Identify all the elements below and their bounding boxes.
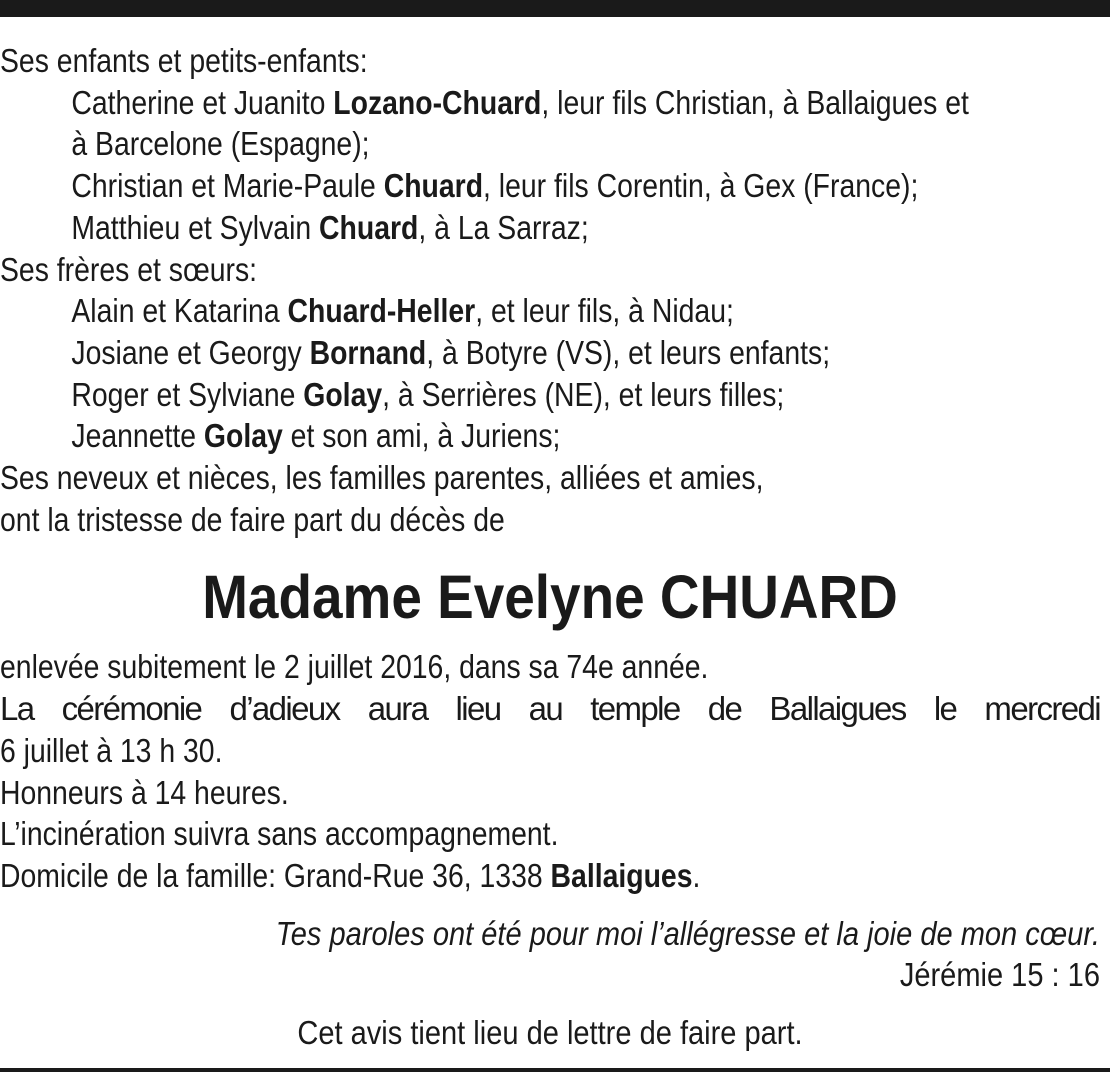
ceremony-line: 6 juillet à 13 h 30. — [0, 731, 223, 769]
child-text: Matthieu et Sylvain — [71, 208, 320, 246]
deceased-name: Madame Evelyne CHUARD — [202, 563, 898, 632]
domicile-line — [0, 855, 946, 897]
children-heading: Ses enfants et petits-enfants: — [0, 42, 368, 79]
announce-line: ont la tristesse de faire part du décès de — [0, 500, 505, 538]
family-name: Golay — [303, 375, 383, 413]
bible-verse: Tes paroles ont été pour moi l’allégresse et la joie de mon cœur. — [275, 914, 1100, 952]
child-text: Christian et Marie-Paule — [71, 167, 384, 205]
child-text: , à La Sarraz; — [418, 208, 589, 246]
ceremony-line: La cérémonie d’adieux aura lieu au temple de Ballaigues le mercredi — [0, 690, 1100, 728]
domicile-text: . — [692, 856, 701, 894]
child-text: à Barcelone (Espagne); — [71, 125, 370, 163]
child-line — [0, 82, 969, 124]
child-line — [0, 207, 946, 249]
child-text: Catherine et Juanito — [71, 83, 334, 121]
child-line — [0, 123, 946, 165]
honors-line: Honneurs à 14 heures. — [0, 773, 289, 811]
relatives-line: Ses neveux et nièces, les familles parentes, alliées et amies, — [0, 459, 764, 497]
family-name: Chuard — [319, 208, 419, 246]
child-text: , leur fils Corentin, à Gex (France); — [483, 167, 919, 205]
footer-note: Cet avis tient lieu de lettre de faire part. — [297, 1014, 803, 1052]
cremation-line: L’incinération suivra sans accompagnement. — [0, 815, 559, 853]
siblings-heading: Ses frères et sœurs: — [0, 250, 258, 288]
obituary-notice — [0, 40, 1100, 1054]
sibling-line — [0, 415, 946, 457]
sibling-line — [0, 374, 946, 416]
death-line: enlevée subitement le 2 juillet 2016, dans sa 74e année. — [0, 648, 709, 686]
family-name: Bornand — [309, 333, 427, 371]
family-name: Chuard-Heller — [287, 292, 476, 330]
sibling-line — [0, 332, 946, 374]
domicile-place: Ballaigues — [550, 856, 693, 894]
top-rule — [0, 0, 1110, 17]
sibling-text: Josiane et Georgy — [71, 333, 310, 371]
sibling-text: Roger et Sylviane — [71, 375, 304, 413]
child-line — [0, 165, 946, 207]
sibling-text: et son ami, à Juriens; — [282, 417, 561, 455]
sibling-text: , et leur fils, à Nidau; — [475, 292, 734, 330]
family-name: Golay — [203, 417, 283, 455]
verse-reference: Jérémie 15 : 16 — [899, 956, 1100, 994]
child-text: , leur fils Christian, à Ballaigues et — [541, 83, 969, 121]
family-name: Lozano-Chuard — [333, 83, 542, 121]
sibling-text: , à Serrières (NE), et leurs filles; — [382, 375, 785, 413]
domicile-text: Domicile de la famille: Grand-Rue 36, 1338 — [0, 856, 551, 894]
family-name: Chuard — [383, 167, 484, 205]
sibling-line — [0, 290, 946, 332]
bottom-rule — [0, 1068, 1110, 1072]
sibling-text: Jeannette — [71, 417, 204, 455]
sibling-text: , à Botyre (VS), et leurs enfants; — [426, 333, 831, 371]
sibling-text: Alain et Katarina — [71, 292, 288, 330]
